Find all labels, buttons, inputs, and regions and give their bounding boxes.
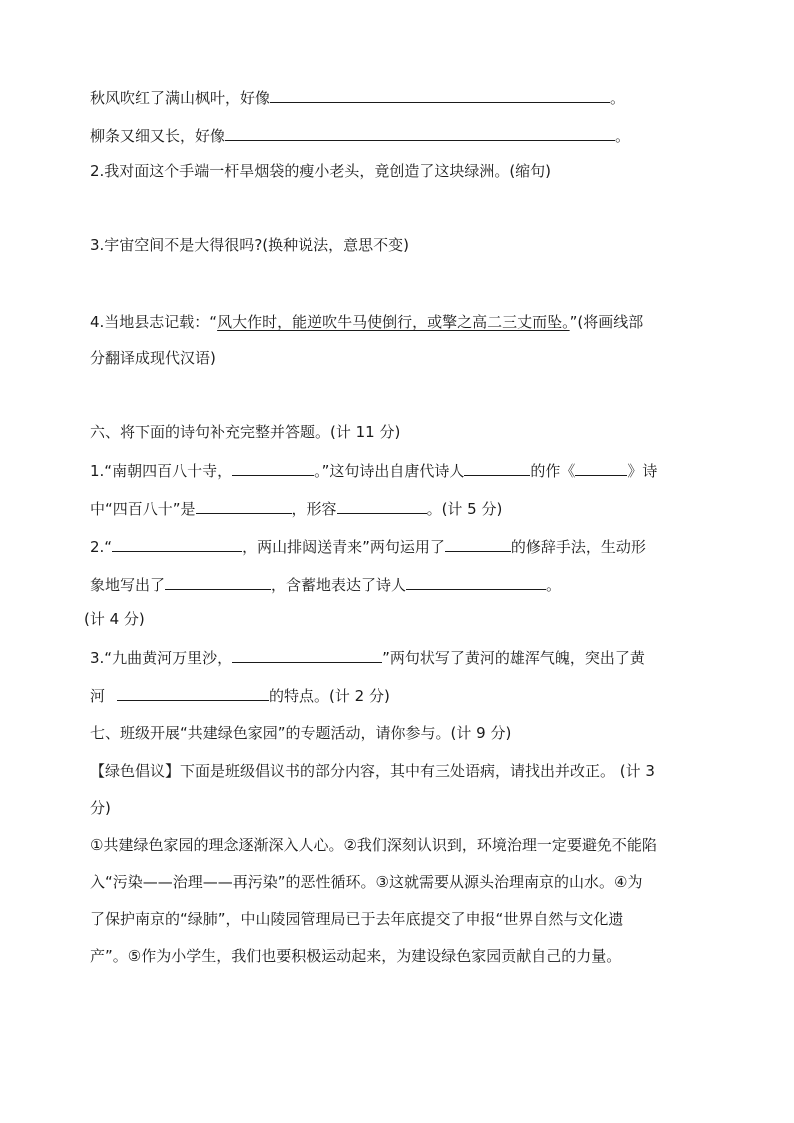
s6-q3-a: 3.“九曲黄河万里沙， [90,649,233,667]
s6-q1-line2 [90,497,502,520]
s6-q1-line1 [90,459,657,482]
s6-q2-blank-1[interactable] [112,535,242,552]
s6-q3-blank-2[interactable] [117,684,269,701]
green-initiative-line2: 分) [90,799,111,817]
s6-q1-c: 的作《 [530,462,576,480]
s6-q1-blank-4[interactable] [196,497,292,514]
question-3: 3.宇宙空间不是大得很吗?(换种说法，意思不变) [90,236,409,254]
question-4-cont: 分翻译成现代汉语) [90,349,216,367]
s6-q3-d: 的特点。(计 2 分) [269,687,390,705]
s6-q3-blank-1[interactable] [232,646,382,663]
q4-underlined-text: 风大作时，能逆吹牛马使倒行，或擎之高二三丈而坠。 [217,313,570,331]
green-initiative-line1: 【绿色倡议】下面是班级倡议书的部分内容，其中有三处语病，请找出并改正。 (计 3 [90,762,655,780]
willow-blank[interactable] [225,124,615,141]
s6-q1-blank-2[interactable] [464,459,530,476]
section-6-title: 六、将下面的诗句补充完整并答题。(计 11 分) [90,423,401,441]
autumn-blank[interactable] [270,86,610,103]
s6-q1-b: 。”这句诗出自唐代诗人 [314,462,465,480]
s6-q2-d: 象地写出了 [90,576,166,594]
s6-q1-a: 1.“南朝四百八十寺， [90,462,233,480]
s6-q1-e: 中“四百八十”是 [90,500,196,518]
s6-q2-line2 [90,573,561,596]
passage-line-4: 产”。⑤作为小学生，我们也要积极运动起来，为建设绿色家园贡献自己的力量。 [90,947,622,965]
s6-q1-blank-1[interactable] [232,459,314,476]
s6-q2-line1 [90,535,646,558]
s6-q2-e: ，含蓄地表达了诗人 [271,576,407,594]
s6-q1-g: 。(计 5 分) [426,500,503,518]
s6-q2-a: 2.“ [90,538,113,556]
s6-q2-c: 的修辞手法，生动形 [510,538,646,556]
autumn-simile-line [90,86,625,109]
q4-prefix: 4.当地县志记载：“ [90,313,218,331]
s6-q3-c: 河 [90,687,106,705]
s6-q3-b: ”两句状写了黄河的雄浑气魄，突出了黄 [382,649,645,667]
s6-q3-line2 [90,684,390,707]
s6-q1-f: ，形容 [291,500,337,518]
willow-simile-line [90,124,630,147]
s6-q2-f: 。 [546,576,562,594]
question-2: 2.我对面这个手端一杆旱烟袋的瘦小老头，竟创造了这块绿洲。(缩句) [90,162,552,180]
s6-q2-blank-2[interactable] [445,535,511,552]
passage-line-2: 入“污染——治理——再污染”的恶性循环。③这就需要从源头治理南京的山水。④为 [90,873,643,891]
passage-line-3: 了保护南京的“绿肺”，中山陵园管理局已于去年底提交了申报“世界自然与文化遗 [90,910,624,928]
autumn-end: 。 [610,89,626,107]
passage-line-1: ①共建绿色家园的理念逐渐深入人心。②我们深刻认识到，环境治理一定要避免不能陷 [90,836,657,854]
s6-q2-b: ，两山排闼送青来”两句运用了 [242,538,445,556]
autumn-text: 秋风吹红了满山枫叶，好像 [90,89,271,107]
section-7-title: 七、班级开展“共建绿色家园”的专题活动，请你参与。(计 9 分) [90,724,512,742]
s6-q2-blank-4[interactable] [406,573,546,590]
willow-end: 。 [615,127,631,145]
willow-text: 柳条又细又长，好像 [90,127,226,145]
s6-q2-blank-3[interactable] [165,573,271,590]
s6-q1-blank-3[interactable] [575,459,627,476]
s6-q1-blank-5[interactable] [337,497,427,514]
question-4 [90,311,643,333]
s6-q1-d: 》诗 [627,462,658,480]
s6-q3-line1 [90,646,645,669]
q4-suffix: ”(将画线部 [569,313,644,331]
s6-q2-score: (计 4 分) [84,610,145,628]
